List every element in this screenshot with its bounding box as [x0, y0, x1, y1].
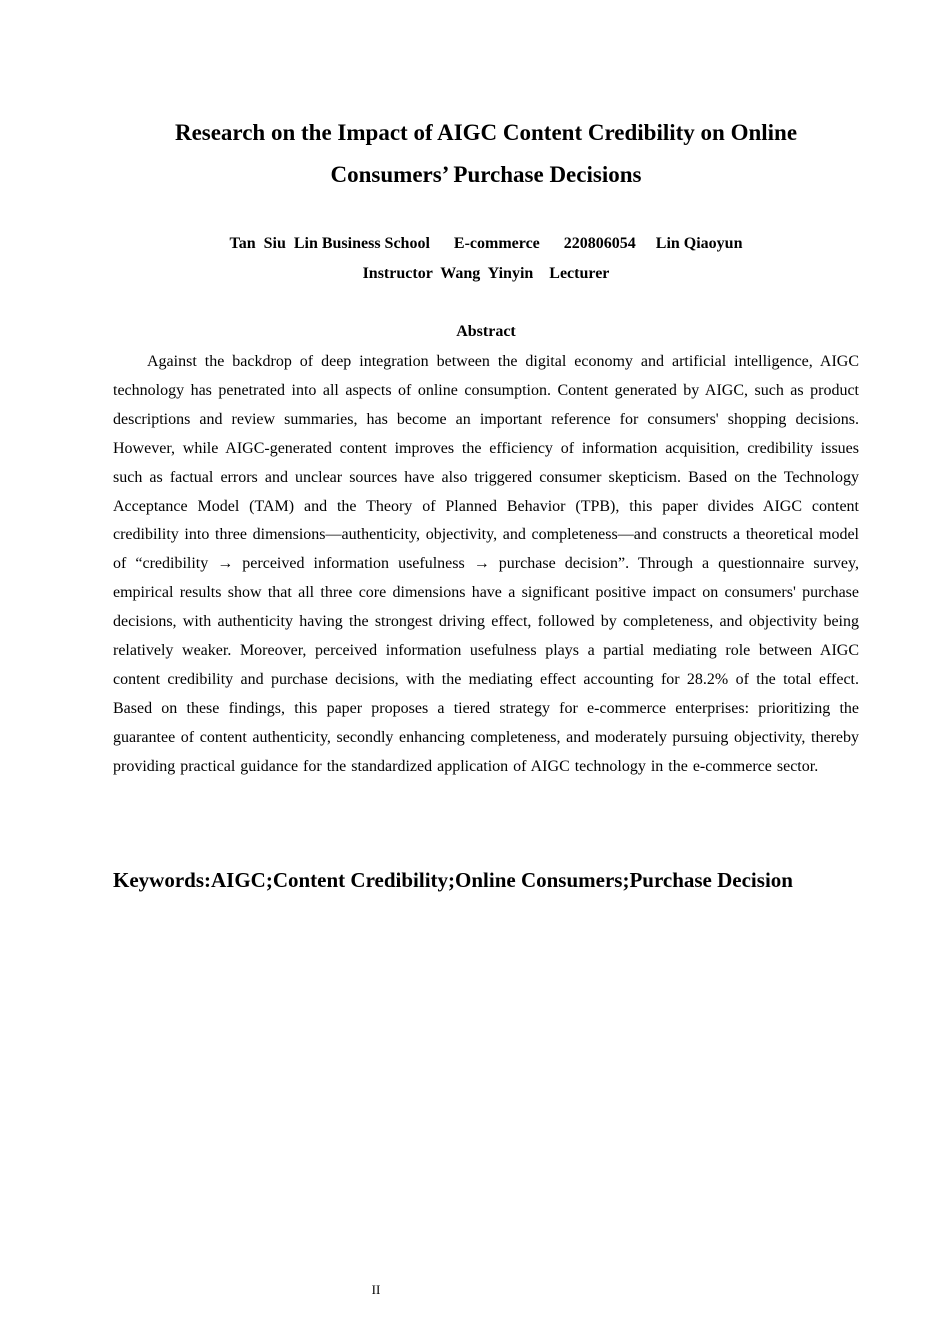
abstract-heading: Abstract — [456, 323, 516, 340]
abstract-body: Against the backdrop of deep integration between the digital economy and artificial intelligence, AIGC technology has penetrated into all aspects of online consumption. Content generated by AIGC, such as product descriptions and review summaries, has become an important reference for consumers' shopping decisions. However, while AIGC-generated content improves the efficiency of information acquisition, credibility issues such as factual errors and unclear sources have also triggered consumer skepticism. Based on the Technology Acceptance Model (TAM) and the Theory of Planned Behavior (TPB), this paper divides AIGC content credibility into three dimensions—authenticity, objectivity, and completeness—and constructs a theoretical model of “credibility → perceived information usefulness → purchase decision”. Through a questionnaire survey, empirical results show that all three core dimensions have a significant positive impact on consumers' purchase decisions, with authenticity having the strongest driving effect, followed by completeness, and objectivity being relatively weaker. Moreover, perceived information usefulness plays a partial mediating role between AIGC content credibility and purchase decisions, with the mediating effect accounting for 28.2% of the total effect. Based on these findings, this paper proposes a tiered strategy for e-commerce enterprises: prioritizing the guarantee of content authenticity, secondly enhancing completeness, and moderately pursuing objectivity, thereby providing practical guidance for the standardized application of AIGC technology in the e-commerce sector. — [113, 353, 859, 775]
author-info-line: Tan Siu Lin Business School E-commerce 220806054 Lin Qiaoyun — [229, 235, 743, 252]
instructor-info-line: Instructor Wang Yinyin Lecturer — [362, 265, 610, 282]
paper-title-line-2: Consumers’ Purchase Decisions — [330, 162, 642, 187]
paper-title — [113, 112, 859, 196]
paper-title-line-1: Research on the Impact of AIGC Content Credibility on Online — [174, 120, 798, 145]
page-number: II — [371, 1282, 381, 1297]
keywords-line: Keywords:AIGC;Content Credibility;Online Consumers;Purchase Decision — [113, 868, 793, 892]
